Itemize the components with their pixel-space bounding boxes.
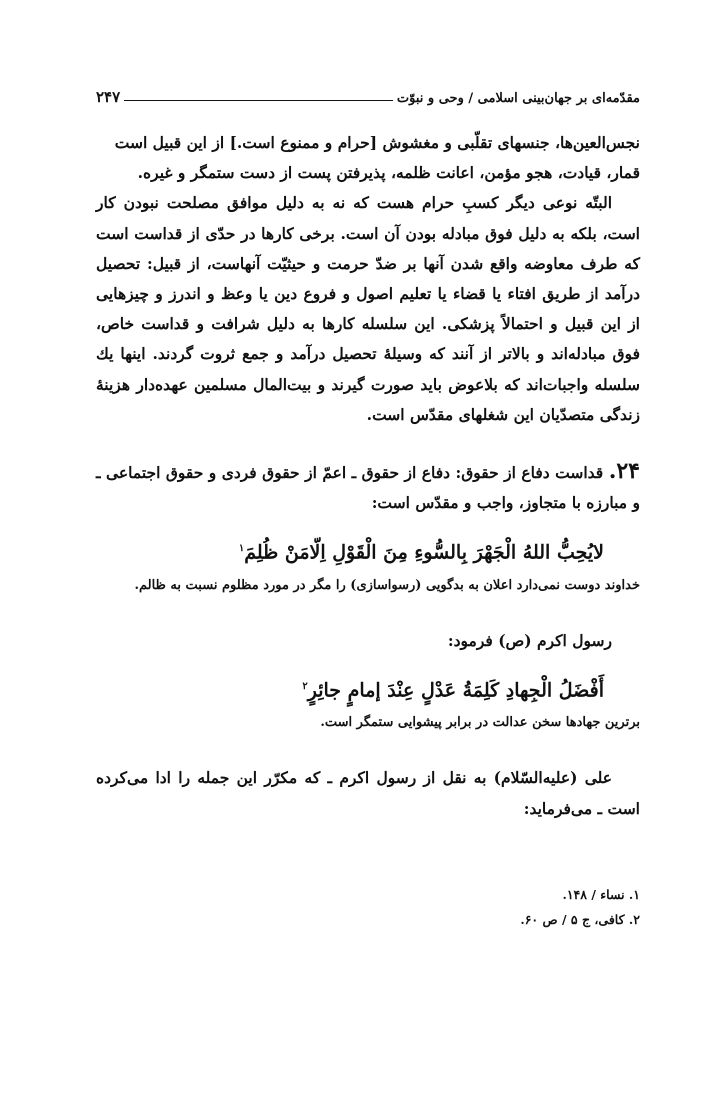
footnote-2: ۲. کافی، ج ۵ / ص ۶۰.: [520, 911, 640, 927]
ali-paragraph: علی (علیه‌السّلام) به نقل از رسول اکرم ـ که مکرّر این جمله را ادا می‌کرده است ـ می‌فرماید:: [96, 768, 640, 818]
footnote-1: ۱. نساء / ۱۴۸.: [562, 886, 640, 902]
footnotes: [96, 882, 640, 932]
quran-quote-text: لایُحِبُّ اللهُ الْجَهْرَ بِالسُّوءِ مِنَ الْقَوْلِ اِلّامَنْ ظُلِمَ: [244, 541, 604, 564]
paragraph-1-line-2: قمار، قیادت، هجو مؤمن، اعانت ظلمه، پذیرفتن پست از دست ستمگر و غیره.: [137, 163, 640, 183]
prophet-intro: رسول اکرم (ص) فرمود:: [447, 630, 612, 650]
section-number: ۲۴.: [608, 458, 640, 485]
header-rule: [124, 100, 393, 101]
hadith-quote: [96, 670, 640, 707]
page-number: ۲۴۷: [96, 88, 121, 106]
hadith-quote-text: أَفْضَلُ الْجِهادِ کَلِمَةُ عَدْلٍ عِنْدَ إمامٍ جائِرٍ: [307, 679, 604, 702]
footnote-ref-1: ۱: [238, 543, 245, 555]
quran-quote: [96, 532, 640, 569]
footnote-ref-2: ۲: [302, 680, 308, 692]
section-text: قداست دفاع از حقوق: دفاع از حقوق ـ اعمّ از حقوق فردی و حقوق اجتماعی ـ و مبارزه با متجاوز، واجب و مقدّس است:: [96, 463, 640, 513]
quran-translation: خداوند دوست نمی‌دارد اعلان به بدگویی (رسواسازی) را مگر در مورد مظلوم نسبت به ظالم.: [134, 577, 640, 593]
section-24: [96, 456, 640, 518]
hadith-translation: برترین جهادها سخن عدالت در برابر پیشوایی ستمگر است.: [320, 715, 640, 731]
document-page: [96, 84, 640, 932]
running-title: مقدّمه‌ای بر جهان‌بینی اسلامی / وحی و نبوّت: [396, 91, 640, 106]
paragraph-2: البتّه نوعی دیگر کسبِ حرام هست که نه به دلیل موافق مصلحت نبودن کار است، بلکه به دلیل فوق مبادله بودن آن است. برخی کارها در حدّی از قداست است که طرف معاوضه واقع شدن آنها بر ضدّ حرمت و حیثیّت آنهاست، از قبیل: تحصیل درآمد از طریق افتاء یا قضاء یا تعلیم اصول و فروع دین یا وعظ و اندرز و چیزهایی از این قبیل و احتمالاً پزشکی. این سلسله کارها به دلیل شرافت و قداست خاص، فوق مبادله‌اند و بالاتر از آنند که وسیلهٔ تحصیل درآمد و جمع ثروت گردند. اینها یك سلسله واجبات‌اند که بلاعوض باید صورت گیرند و بیت‌المال مسلمین عهده‌دار هزینهٔ زندگی متصدّیان این شغلهای مقدّس است.: [96, 193, 640, 424]
paragraph-1-line-1: نجس‌العین‌ها، جنسهای تقلّبی و مغشوش [حرام و ممنوع است.] از این قبیل است: [114, 133, 640, 152]
running-header: [96, 84, 640, 106]
